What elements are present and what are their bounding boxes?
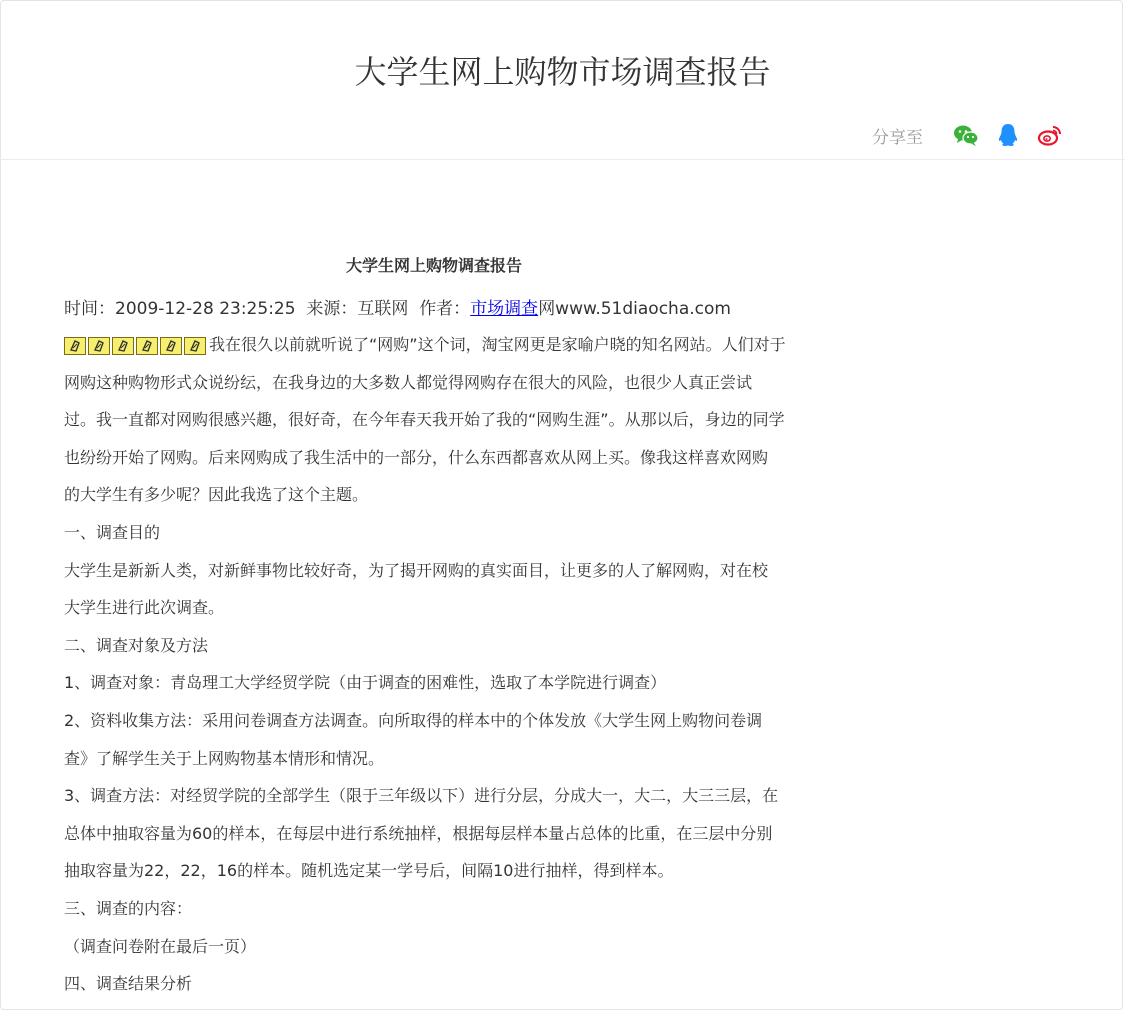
article-line xyxy=(64,326,864,364)
weibo-icon[interactable] xyxy=(1037,122,1063,148)
emoticon-icon xyxy=(112,337,134,355)
article-line: 也纷纷开始了网购。后来网购成了我生活中的一部分，什么东西都喜欢从网上买。像我这样喜欢网购 xyxy=(64,447,769,467)
article-line: 过。我一直都对网购很感兴趣，很好奇，在今年春天我开始了我的“网购生涯”。从那以后，身边的同学 xyxy=(64,410,785,430)
emoticon-row xyxy=(64,337,208,355)
emoticon-icon xyxy=(184,337,206,355)
emoticon-icon xyxy=(136,337,158,355)
share-bar xyxy=(872,120,1063,150)
page-title: 大学生网上购物市场调查报告 xyxy=(354,53,771,91)
section-heading: 四、调查结果分析 xyxy=(64,974,193,994)
qq-icon[interactable] xyxy=(995,122,1021,148)
article-title: 大学生网上购物调查报告 xyxy=(345,256,522,275)
section-heading: 二、调查对象及方法 xyxy=(64,635,209,655)
publish-time: 2009-12-28 23:25:25 xyxy=(115,299,296,319)
emoticon-icon xyxy=(88,337,110,355)
wechat-icon[interactable] xyxy=(953,122,979,148)
article-body xyxy=(64,240,864,1003)
time-label: 时间： xyxy=(64,299,115,319)
author-rest: 网www.51diaocha.com xyxy=(538,299,731,319)
page-header xyxy=(0,0,1125,160)
article-line: 1、调查对象：青岛理工大学经贸学院（由于调查的困难性，选取了本学院进行调查） xyxy=(64,673,667,693)
section-heading: 一、调查目的 xyxy=(64,522,161,542)
article-line: 的大学生有多少呢？因此我选了这个主题。 xyxy=(64,485,369,505)
emoticon-icon xyxy=(160,337,182,355)
article-line: （调查问卷附在最后一页） xyxy=(64,936,257,956)
source-value: 互联网 xyxy=(357,299,409,319)
article-line: 3、调查方法：对经贸学院的全部学生（限于三年级以下）进行分层，分成大一，大二，大三三层，在 xyxy=(64,786,779,806)
author-label: 作者： xyxy=(419,299,471,319)
section-heading: 三、调查的内容： xyxy=(64,898,193,918)
article-meta xyxy=(64,292,864,326)
article-paragraphs xyxy=(64,326,864,1003)
line-text: 我在很久以前就听说了“网购”这个词，淘宝网更是家喻户晓的知名网站。人们对于 xyxy=(209,335,786,354)
share-label: 分享至 xyxy=(872,127,923,148)
author-link[interactable]: 市场调查 xyxy=(470,299,539,319)
source-label: 来源： xyxy=(306,299,358,319)
emoticon-icon xyxy=(64,337,86,355)
article-line: 抽取容量为22，22，16的样本。随机选定某一学号后，间隔10进行抽样，得到样本。 xyxy=(64,861,674,881)
article-line: 大学生进行此次调查。 xyxy=(64,598,225,618)
article-line: 网购这种购物形式众说纷纭，在我身边的大多数人都觉得网购存在很大的风险，也很少人真正尝试 xyxy=(64,372,753,392)
article-line: 总体中抽取容量为60的样本，在每层中进行系统抽样，根据每层样本量占总体的比重，在三层中分别 xyxy=(64,823,773,843)
article-line: 查》了解学生关于上网购物基本情形和情况。 xyxy=(64,748,385,768)
article-line: 大学生是新新人类，对新鲜事物比较好奇，为了揭开网购的真实面目，让更多的人了解网购，对在校 xyxy=(64,560,769,580)
article-line: 2、资料收集方法：采用问卷调查方法调查。向所取得的样本中的个体发放《大学生网上购物问卷调 xyxy=(64,710,763,730)
